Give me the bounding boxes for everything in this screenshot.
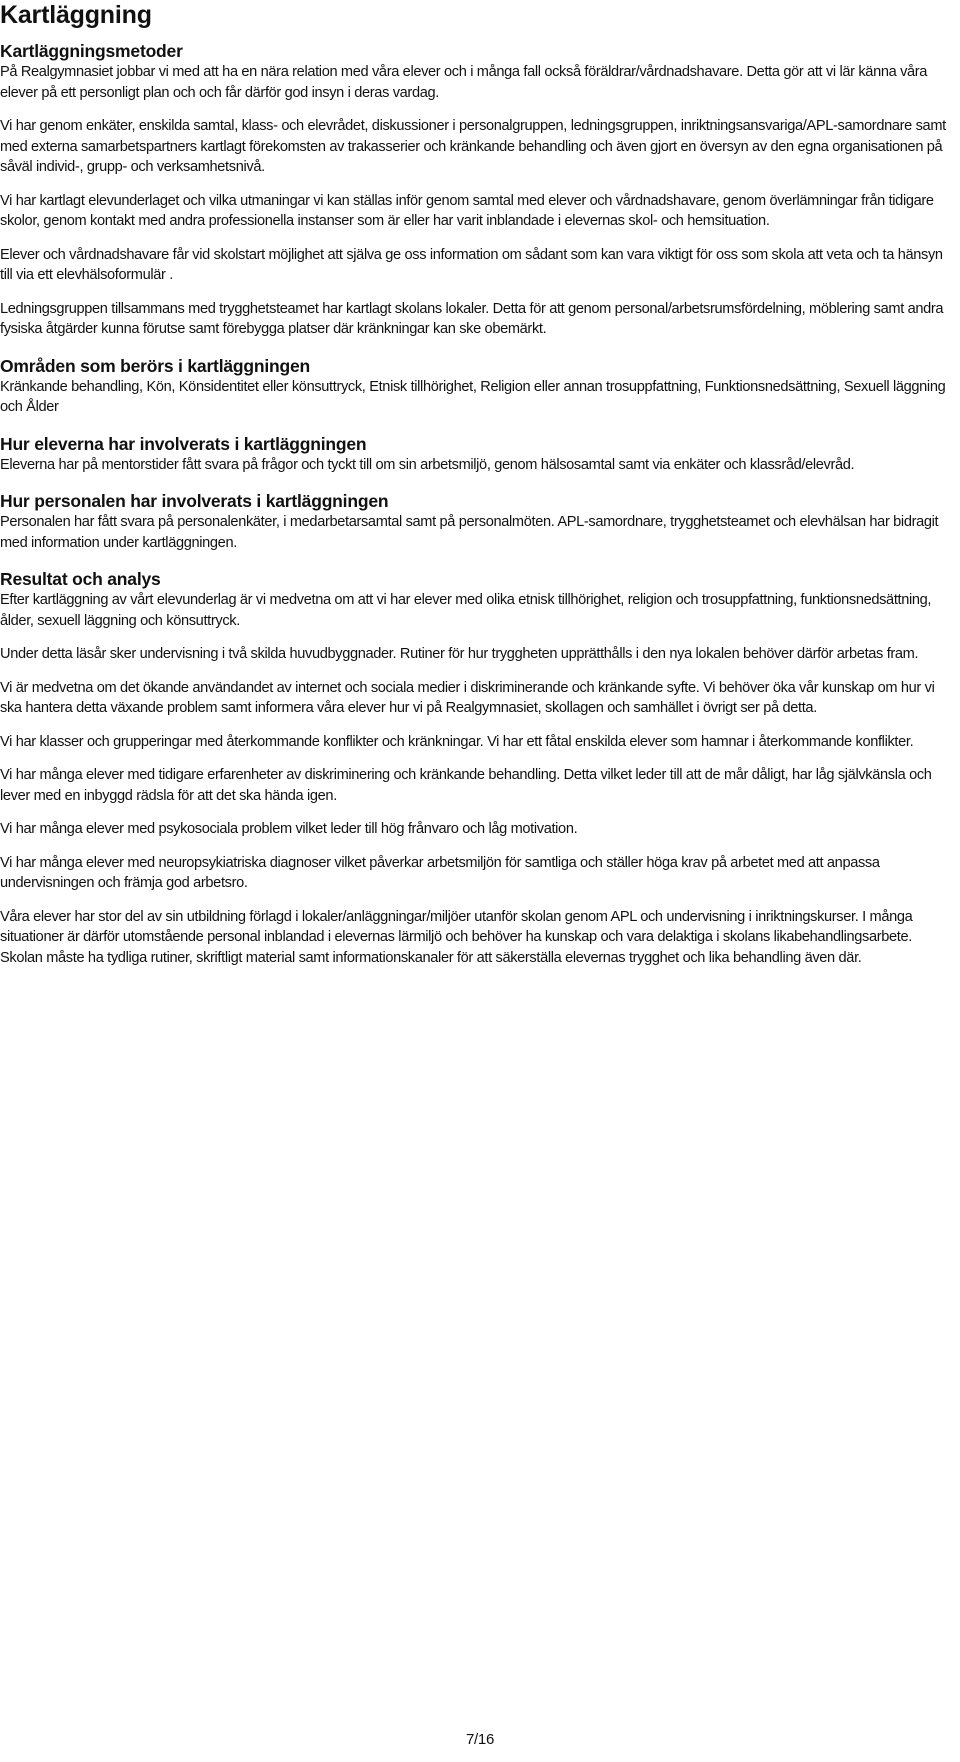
heading-results: Resultat och analys (0, 569, 161, 589)
heading-areas: Områden som berörs i kartläggningen (0, 355, 311, 376)
methods-paragraph-3: Vi har kartlagt elevunderlaget och vilka utmaningar vi kan ställas inför genom samtal med elever och vårdnadshavare, genom överlämningar från tidigare skolor, genom kontakt med andra professionella instanser som är eller har varit inblandade i elevernas skol- och hemsituation. (0, 192, 934, 229)
spacer (0, 719, 956, 732)
spacer (0, 752, 956, 765)
methods-paragraph-4: Elever och vårdnadshavare får vid skolstart möjlighet att själva ge oss information om sådant som kan vara viktigt för oss som skola att veta och ta hänsyn till via ett elevhälsoformulär . (0, 246, 943, 283)
students-paragraph-1: Eleverna har på mentorstider fått svara på frågor och tyckt till om sin arbetsmiljö, genom hälsosamtal samt via enkäter och klassråd/elevråd. (0, 456, 855, 473)
results-paragraph-7: Vi har många elever med neuropsykiatriska diagnoser vilket påverkar arbetsmiljön för samtliga och ställer höga krav på arbetet med att anpassa undervisningen och främja god arbetsro. (0, 854, 880, 891)
spacer (0, 30, 956, 40)
spacer (0, 340, 956, 355)
methods-paragraph-2: Vi har genom enkäter, enskilda samtal, klass- och elevrådet, diskussioner i personalgruppen, ledningsgruppen, inriktningsansvariga/APL-samordnare samt med externa samarbetspartners kartlagt förekomsten av trakasserier och kränkande behandling och även gjort en översyn av den egna organisationen på såväl individ-, grupp- och verksamhetsnivå. (0, 118, 946, 175)
results-paragraph-6: Vi har många elever med psykosociala problem vilket leder till hög frånvaro och låg motivation. (0, 821, 578, 837)
spacer (0, 631, 956, 644)
results-paragraph-5: Vi har många elever med tidigare erfarenheter av diskriminering och kränkande behandling. Detta vilket leder till att de mår dåligt, har låg självkänsla och lever med en inbyggd rädsla för att det ska hända igen. (0, 767, 932, 804)
heading-students: Hur eleverna har involverats i kartläggningen (0, 433, 367, 454)
heading-staff: Hur personalen har involverats i kartläggningen (0, 491, 389, 511)
spacer (0, 286, 956, 299)
methods-paragraph-1: På Realgymnasiet jobbar vi med att ha en nära relation med våra elever och i många fall också föräldrar/vårdnadshavare. Detta gör att vi lär känna våra elever på ett personligt plan och och får därför god insyn i deras vardag. (0, 64, 928, 101)
results-paragraph-4: Vi har klasser och grupperingar med återkommande konflikter och kränkningar. Vi har ett fåtal enskilda elever som hamnar i återkommande konflikter. (0, 733, 914, 750)
spacer (0, 103, 956, 116)
results-paragraph-1: Efter kartläggning av vårt elevunderlag är vi medvetna om att vi har elever med olika etnisk tillhörighet, religion och trosuppfattning, funktionsnedsättning, ålder, sexuell läggning och könsuttryck. (0, 592, 932, 629)
spacer (0, 178, 956, 191)
page-title: Kartläggning (0, 1, 152, 29)
results-paragraph-8: Våra elever har stor del av sin utbildning förlagd i lokaler/anläggningar/miljöer utanför skolan genom APL och undervisning i inriktningskurser. I många situationer är därför utomstående personal inblandad i elevernas lärmiljö och behöver ha kunskap och vara delaktiga i skolans likabehandlingsarbete. Skolan måste ha tydliga rutiner, skriftligt material samt informationskanaler för att säkerställa elevernas trygghet och lika behandling även där. (0, 908, 913, 966)
spacer (0, 418, 956, 433)
heading-methods: Kartläggningsmetoder (0, 41, 183, 61)
areas-paragraph-1: Kränkande behandling, Kön, Könsidentitet eller könsuttryck, Etnisk tillhörighet, Religion eller annan trosuppfattning, Funktionsnedsättning, Sexuell läggning och Ålder (0, 378, 946, 415)
spacer (0, 840, 956, 853)
spacer (0, 806, 956, 819)
spacer (0, 894, 956, 907)
results-paragraph-3: Vi är medvetna om det ökande användandet av internet och sociala medier i diskriminerande och kränkande syfte. Vi behöver öka vår kunskap om hur vi ska hantera detta växande problem samt informera våra elever hur vi på Realgymnasiet, skollagen och samhället i övrigt ser på detta. (0, 679, 935, 716)
methods-paragraph-5: Ledningsgruppen tillsammans med trygghetsteamet har kartlagt skolans lokaler. Detta för att genom personal/arbetsrumsfördelning, möblering samt andra fysiska åtgärder kunna förutse samt förebygga platser där kränkningar kan ske obemärkt. (0, 300, 944, 337)
spacer (0, 665, 956, 678)
page-number: 7/16 (466, 1731, 494, 1748)
results-paragraph-2: Under detta läsår sker undervisning i två skilda huvudbyggnader. Rutiner för hur tryggheten upprätthålls i den nya lokalen behöver därför arbetas fram. (0, 646, 919, 662)
spacer (0, 553, 956, 568)
spacer (0, 232, 956, 245)
staff-paragraph-1: Personalen har fått svara på personalenkäter, i medarbetarsamtal samt på personalmöten. APL-samordnare, trygghetsteamet och elevhälsan har bidragit med information under kartläggningen. (0, 514, 939, 551)
spacer (0, 475, 956, 490)
